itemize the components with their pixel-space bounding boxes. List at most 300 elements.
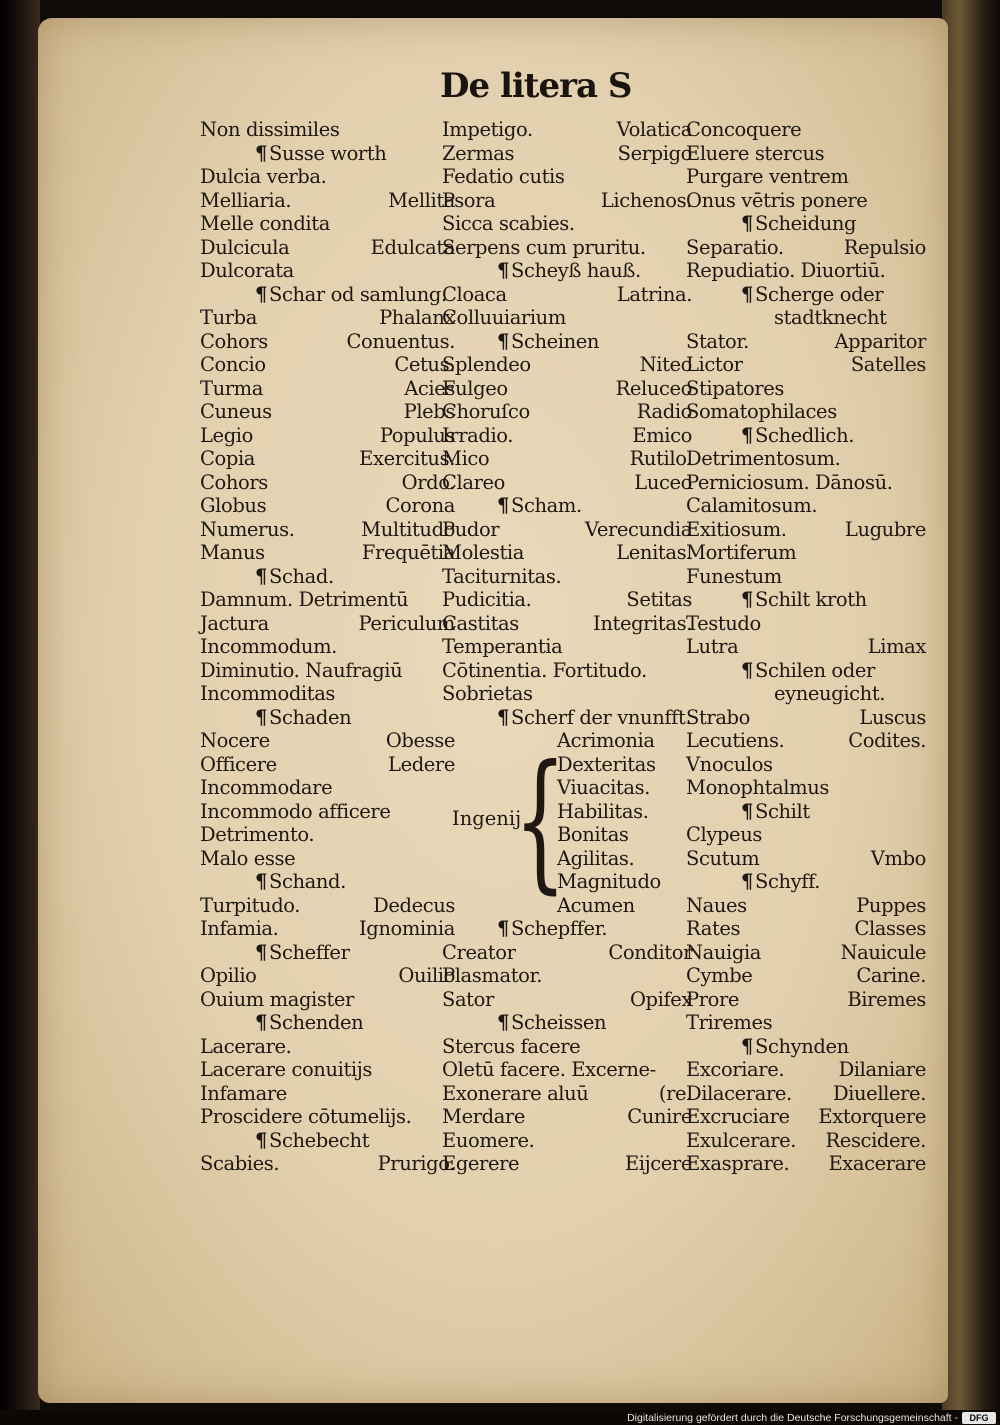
lexicon-line	[200, 1105, 455, 1129]
term: Ledere	[388, 752, 455, 776]
lexicon-line	[442, 424, 692, 448]
column-2	[442, 118, 692, 1176]
lexicon-line	[200, 236, 455, 260]
lexicon-line	[686, 1011, 926, 1035]
term: Somatophilaces	[686, 400, 837, 423]
heading-text: ¶ Schepffer.	[497, 917, 608, 940]
lexicon-line	[442, 612, 692, 636]
term: Exulcerare.	[686, 1128, 797, 1152]
term: Agilitas.	[557, 846, 635, 870]
lexicon-line	[200, 165, 455, 189]
term: Setitas	[626, 588, 692, 611]
term: Globus	[200, 494, 267, 517]
term: Oletū facere. Excerne-	[442, 1058, 656, 1081]
term: Verecundia	[584, 517, 692, 541]
column-3	[686, 118, 926, 1176]
lexicon-line	[442, 1105, 692, 1129]
pilcrow-mark: ¶	[497, 917, 510, 940]
term: Choruſco	[442, 400, 530, 423]
term: Phalanx	[379, 306, 455, 329]
term: Eluere stercus	[686, 141, 825, 165]
lexicon-line	[442, 659, 692, 683]
lexicon-line	[686, 189, 926, 213]
lexicon-line	[686, 118, 926, 142]
lexicon-line	[200, 847, 455, 871]
lexicon-line	[686, 471, 926, 495]
term: Lacerare conuitijs	[200, 1058, 372, 1081]
section-heading	[442, 330, 692, 354]
term: Acies	[404, 376, 455, 400]
section-heading	[442, 1011, 692, 1035]
section-heading	[200, 142, 455, 166]
footer-credit: Digitalisierung gefördert durch die Deutsche Forschungsgemeinschaft -	[627, 1412, 958, 1424]
lexicon-line	[686, 988, 926, 1012]
term: Incommoditas	[200, 682, 336, 705]
term: Biremes	[847, 987, 926, 1011]
term: Mellita	[388, 188, 455, 212]
term: Cymbe	[686, 964, 753, 987]
term: Sicca scabies.	[442, 212, 575, 235]
section-heading-continued	[686, 682, 926, 706]
term: Fulgeo	[442, 376, 508, 400]
term: Fedatio cutis	[442, 165, 565, 188]
term: Nauigia	[686, 940, 762, 964]
term: Strabo	[686, 705, 750, 729]
term: Bonitas	[557, 823, 629, 846]
term: Apparitor	[834, 329, 926, 353]
lexicon-line	[442, 400, 692, 424]
lexicon-line	[686, 964, 926, 988]
term: Egerere	[442, 1152, 520, 1175]
term: Testudo	[686, 611, 761, 635]
term: Proscidere cōtumelijs.	[200, 1105, 412, 1128]
lexicon-line	[200, 729, 455, 753]
pilcrow-mark: ¶	[497, 705, 510, 729]
term: Cohors	[200, 329, 268, 353]
term: Latrina.	[616, 282, 692, 306]
lexicon-line	[686, 494, 926, 518]
pilcrow-mark: ¶	[741, 1034, 754, 1058]
lexicon-line	[442, 541, 692, 565]
lexicon-line	[442, 588, 692, 612]
lexicon-line	[686, 400, 926, 424]
term: Melle condita	[200, 212, 330, 235]
term: Copia	[200, 447, 256, 470]
term: Stator.	[686, 329, 749, 353]
lexicon-line	[442, 142, 692, 166]
lexicon-line	[200, 118, 455, 142]
brace-item	[557, 823, 697, 847]
pilcrow-mark: ¶	[741, 282, 754, 306]
term: Numerus.	[200, 517, 295, 541]
lexicon-line	[686, 894, 926, 918]
lexicon-line	[200, 377, 455, 401]
lexicon-line	[200, 447, 455, 471]
section-heading	[442, 706, 692, 730]
section-heading	[200, 1129, 455, 1153]
heading-text: ¶ Scheinen	[497, 329, 600, 353]
lexicon-line	[442, 1058, 692, 1082]
term: Sator	[442, 987, 494, 1011]
lexicon-line	[200, 823, 455, 847]
term: Pudor	[442, 517, 500, 541]
lexicon-line	[200, 1082, 455, 1106]
lexicon-line	[200, 1058, 455, 1082]
term: Viuacitas.	[557, 776, 650, 799]
lexicon-line	[200, 776, 455, 800]
brace-items	[557, 729, 697, 917]
term: Opilio	[200, 964, 257, 987]
term: Concio	[200, 353, 266, 376]
lexicon-line	[442, 941, 692, 965]
term: Populus	[379, 423, 455, 447]
lexicon-line	[442, 377, 692, 401]
term: Castitas	[442, 611, 519, 635]
term: Diminutio. Naufragiū	[200, 658, 403, 682]
term: Lecutiens.	[686, 729, 785, 752]
term: Onus vētris ponere	[686, 188, 868, 212]
book-edge-left	[0, 0, 40, 1410]
heading-text: ¶ Scherge oder	[741, 282, 884, 306]
heading-text: ¶ Scheidung	[741, 212, 857, 235]
term: Melliaria.	[200, 188, 292, 212]
term: Psora	[442, 188, 496, 212]
term: Sobrietas	[442, 682, 533, 705]
heading-text: ¶ Scham.	[497, 494, 582, 517]
lexicon-line	[200, 659, 455, 683]
pilcrow-mark: ¶	[741, 588, 754, 611]
lexicon-line	[442, 471, 692, 495]
term: Cuneus	[200, 400, 272, 423]
term: Carine.	[856, 964, 926, 987]
pilcrow-mark: ¶	[255, 1128, 268, 1152]
lexicon-line	[686, 729, 926, 753]
lexicon-line	[442, 236, 692, 260]
pilcrow-mark: ¶	[741, 870, 754, 893]
term: Cetus.	[394, 353, 455, 376]
section-heading	[200, 870, 455, 894]
brace-item	[557, 847, 697, 871]
section-heading	[200, 283, 455, 307]
pilcrow-mark: ¶	[255, 282, 268, 306]
brace-label: Ingenij	[452, 807, 522, 830]
term: Purgare ventrem	[686, 165, 849, 188]
section-heading	[686, 870, 926, 894]
term: Limax	[867, 635, 926, 658]
term: Perniciosum. Dānosū.	[686, 470, 893, 494]
lexicon-line	[200, 988, 455, 1012]
term: Turba	[200, 306, 257, 329]
term: Lacerare.	[200, 1034, 292, 1058]
lexicon-line	[686, 1082, 926, 1106]
pilcrow-mark: ¶	[497, 329, 510, 353]
heading-text: ¶ Scheyß hauß.	[497, 259, 641, 282]
section-heading	[686, 588, 926, 612]
lexicon-line	[686, 330, 926, 354]
pilcrow-mark: ¶	[497, 259, 510, 282]
lexicon-line	[686, 142, 926, 166]
term: Classes	[854, 917, 926, 940]
term: Cōtinentia. Fortitudo.	[442, 658, 647, 682]
section-heading	[686, 424, 926, 448]
lexicon-line	[686, 259, 926, 283]
heading-text: ¶ Scheffer	[255, 940, 350, 964]
term: Taciturnitas.	[442, 564, 562, 588]
heading-text: stadtknecht	[774, 306, 887, 329]
lexicon-line	[686, 518, 926, 542]
term: Mico	[442, 447, 490, 470]
term: Concoquere	[686, 118, 802, 141]
term: Exasprare.	[686, 1152, 790, 1175]
lexicon-line	[200, 424, 455, 448]
term: Creator	[442, 940, 516, 964]
lexicon-line	[200, 1152, 455, 1176]
term: Incommodare	[200, 776, 333, 799]
heading-text: ¶ Schar od samlung.	[255, 282, 447, 306]
term: Irradio.	[442, 423, 514, 447]
heading-text: ¶ Schilt kroth	[741, 588, 867, 611]
term: Serpigo	[617, 141, 692, 165]
term: Incommodum.	[200, 635, 337, 658]
lexicon-line	[686, 1129, 926, 1153]
lexicon-line	[200, 494, 455, 518]
lexicon-line	[686, 635, 926, 659]
term: Infamia.	[200, 917, 279, 940]
lexicon-line	[442, 682, 692, 706]
term: Dulcicula	[200, 235, 290, 259]
lexicon-line	[200, 588, 455, 612]
lexicon-line	[686, 165, 926, 189]
heading-text: ¶ Schynden	[741, 1034, 849, 1058]
pilcrow-mark: ¶	[741, 658, 754, 682]
term: Malo esse	[200, 846, 296, 870]
term: Ouilio	[398, 964, 455, 987]
lexicon-line	[442, 964, 692, 988]
term: Officere	[200, 752, 277, 776]
term: Serpens cum pruritu.	[442, 235, 646, 259]
term: Extorquere	[818, 1105, 926, 1128]
lexicon-line	[200, 306, 455, 330]
brace-item	[557, 776, 697, 800]
term: Dilaniare	[838, 1058, 926, 1081]
lexicon-line	[200, 330, 455, 354]
lexicon-line	[200, 894, 455, 918]
term: Multitudo	[361, 517, 455, 541]
term: Repulsio	[843, 235, 926, 259]
term: Dexteritas	[557, 752, 656, 776]
term: Prore	[686, 987, 740, 1011]
lexicon-line	[686, 1058, 926, 1082]
pilcrow-mark: ¶	[255, 870, 268, 893]
term: Satelles	[850, 353, 926, 376]
term: Naues	[686, 893, 747, 917]
term: Merdare	[442, 1105, 525, 1128]
lexicon-line	[200, 541, 455, 565]
lexicon-line	[686, 917, 926, 941]
column-1	[200, 118, 455, 1176]
term: Acrimonia	[557, 729, 655, 752]
pilcrow-mark: ¶	[255, 564, 268, 588]
lexicon-line	[686, 541, 926, 565]
lexicon-line	[200, 682, 455, 706]
term: Splendeo	[442, 353, 531, 376]
term: Scabies.	[200, 1152, 280, 1175]
term: Rutilo.	[629, 447, 692, 470]
term: Vmbo	[870, 846, 926, 870]
term: Codites.	[848, 729, 926, 752]
lexicon-line	[442, 189, 692, 213]
lexicon-line	[686, 353, 926, 377]
section-heading	[442, 494, 692, 518]
term: Lenitas.	[616, 541, 692, 564]
heading-text: ¶ Susse worth	[255, 141, 387, 165]
lexicon-line	[442, 518, 692, 542]
term: Cunire	[627, 1105, 692, 1128]
lexicon-line	[686, 753, 926, 777]
heading-text: ¶ Schand.	[255, 870, 346, 893]
term: Cohors	[200, 470, 268, 494]
pilcrow-mark: ¶	[497, 494, 510, 517]
term: Integritas.	[593, 611, 692, 635]
heading-text: ¶ Schebecht	[255, 1128, 370, 1152]
section-heading	[200, 1011, 455, 1035]
term: Exacerare	[828, 1152, 926, 1175]
term: Exonerare aluū	[442, 1081, 589, 1105]
term: Excruciare	[686, 1105, 790, 1128]
lexicon-line	[686, 236, 926, 260]
term: Damnum. Detrimentū	[200, 588, 409, 611]
brace-item	[557, 729, 697, 753]
term: Rates	[686, 917, 741, 940]
lexicon-line	[200, 800, 455, 824]
heading-text: ¶ Schyff.	[741, 870, 821, 893]
section-heading	[200, 565, 455, 589]
heading-text: ¶ Schilt	[741, 799, 810, 823]
lexicon-line	[442, 988, 692, 1012]
term: Lictor	[686, 353, 743, 376]
section-heading-continued	[686, 306, 926, 330]
term: Jactura	[200, 611, 269, 635]
term: Stipatores	[686, 376, 784, 400]
lexicon-line	[442, 1035, 692, 1059]
term: Eijcere	[624, 1152, 692, 1175]
pilcrow-mark: ¶	[741, 423, 754, 447]
lexicon-line	[442, 1152, 692, 1176]
lexicon-line	[442, 447, 692, 471]
term: Mortiferum	[686, 541, 797, 564]
lexicon-line	[200, 753, 455, 777]
term: Detrimentosum.	[686, 447, 841, 470]
term: Nauicule	[840, 940, 926, 964]
term: Exitiosum.	[686, 517, 787, 541]
lexicon-line	[442, 165, 692, 189]
term: Impetigo.	[442, 118, 533, 141]
term: Rescidere.	[825, 1128, 926, 1152]
lexicon-line	[200, 212, 455, 236]
heading-text: eyneugicht.	[774, 682, 886, 705]
term: Nocere	[200, 729, 270, 752]
heading-text: ¶ Schedlich.	[741, 423, 855, 447]
section-heading	[200, 941, 455, 965]
term: Radio	[636, 400, 692, 423]
section-heading	[686, 212, 926, 236]
lexicon-line	[200, 917, 455, 941]
section-heading	[686, 1035, 926, 1059]
term: Plasmator.	[442, 964, 543, 987]
lexicon-line	[200, 189, 455, 213]
lexicon-line	[200, 518, 455, 542]
term: Legio	[200, 423, 253, 447]
term: Plebs	[403, 400, 455, 423]
term: Prurigo.	[377, 1152, 455, 1175]
lexicon-line	[200, 471, 455, 495]
pilcrow-mark: ¶	[255, 705, 268, 729]
footer-bar	[0, 1410, 1000, 1425]
term: Emico	[632, 423, 692, 447]
term: Repudiatio. Diuortiū.	[686, 259, 886, 282]
term: Molestia	[442, 541, 524, 564]
term: Turma	[200, 376, 264, 400]
term: Clypeus	[686, 823, 762, 846]
term: Obesse	[385, 729, 455, 752]
term: Manus	[200, 541, 265, 564]
term: Reluceo	[615, 376, 692, 400]
term: Volatica	[616, 118, 692, 141]
book-edge-right	[942, 0, 1000, 1410]
term: Lichenos.	[600, 188, 692, 212]
term: Calamitosum.	[686, 494, 818, 517]
term: Scutum	[686, 846, 760, 870]
lexicon-line	[686, 1105, 926, 1129]
section-heading	[686, 283, 926, 307]
term: Diuellere.	[832, 1081, 926, 1105]
lexicon-line	[686, 776, 926, 800]
lexicon-line	[442, 306, 692, 330]
lexicon-line	[442, 565, 692, 589]
pilcrow-mark: ¶	[255, 1011, 268, 1034]
pilcrow-mark: ¶	[255, 141, 268, 165]
term: Puppes	[856, 893, 926, 917]
section-heading	[442, 917, 692, 941]
term: Frequētia	[361, 541, 455, 564]
term: Dilacerare.	[686, 1081, 792, 1105]
term: Ouium magister	[200, 987, 354, 1011]
heading-text: ¶ Schilen oder	[741, 658, 875, 682]
pilcrow-mark: ¶	[255, 940, 268, 964]
term: Vnoculos	[686, 752, 773, 776]
brace-item	[557, 894, 697, 918]
pilcrow-mark: ¶	[497, 1011, 510, 1034]
term: Ordo.	[401, 470, 455, 494]
term: Dedecus	[373, 893, 455, 917]
section-heading	[686, 800, 926, 824]
term: Turpitudo.	[200, 893, 301, 917]
lexicon-line	[686, 565, 926, 589]
term: Detrimento.	[200, 823, 315, 846]
term: Ignominia	[358, 917, 455, 940]
lexicon-line	[442, 118, 692, 142]
term: Stercus facere	[442, 1034, 581, 1058]
lexicon-line	[686, 941, 926, 965]
lexicon-line	[442, 635, 692, 659]
term: Incommodo afficere	[200, 799, 391, 823]
term: Exercitus.	[359, 447, 455, 470]
lexicon-line	[200, 635, 455, 659]
heading-text: ¶ Scheissen	[497, 1011, 607, 1034]
heading-text: ¶ Schad.	[255, 564, 334, 588]
lexicon-line	[200, 259, 455, 283]
section-heading	[442, 259, 692, 283]
